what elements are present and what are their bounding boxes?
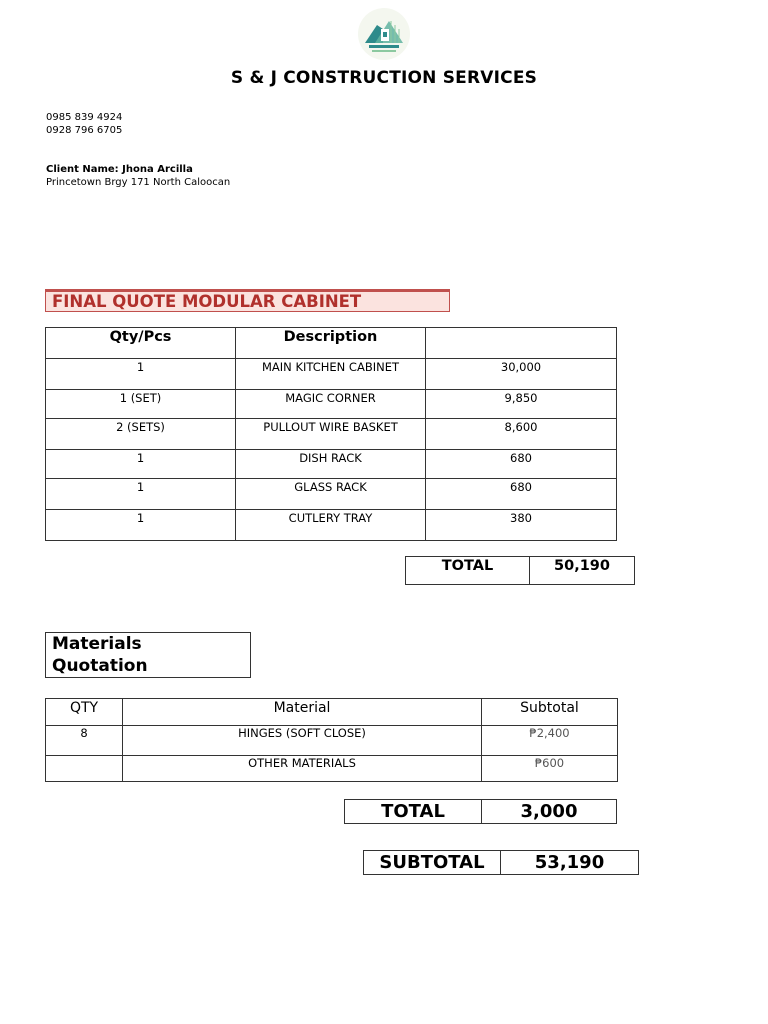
- materials-heading-line2: Quotation: [52, 656, 148, 676]
- table-row: [46, 419, 617, 450]
- quote-table-header: [46, 328, 617, 359]
- phone-number-1: 0985 839 4924: [46, 112, 123, 123]
- row-description: GLASS RACK: [236, 479, 426, 510]
- row-qty: 8: [46, 726, 123, 756]
- row-description: DISH RACK: [236, 450, 426, 479]
- row-description: MAGIC CORNER: [236, 390, 426, 419]
- table-row: [46, 756, 618, 782]
- row-amount: 380: [426, 510, 617, 541]
- materials-heading-line1: Materials: [52, 634, 142, 654]
- materials-total-value: 3,000: [482, 800, 617, 824]
- row-qty: 1: [46, 359, 236, 390]
- grand-subtotal-box: [363, 850, 639, 875]
- row-amount: 30,000: [426, 359, 617, 390]
- column-header-description: Description: [236, 328, 426, 359]
- table-row: [46, 359, 617, 390]
- table-row: [46, 479, 617, 510]
- table-row: [46, 450, 617, 479]
- row-qty: 1: [46, 450, 236, 479]
- subtotal-value: 53,190: [501, 851, 639, 875]
- client-name: Client Name: Jhona Arcilla: [46, 164, 193, 175]
- quote-total-label: TOTAL: [406, 557, 530, 585]
- materials-heading: [45, 632, 251, 678]
- row-material: OTHER MATERIALS: [123, 756, 482, 782]
- row-description: CUTLERY TRAY: [236, 510, 426, 541]
- quote-heading: FINAL QUOTE MODULAR CABINET: [45, 289, 450, 312]
- row-amount: 680: [426, 450, 617, 479]
- materials-total-box: [344, 799, 617, 824]
- table-row: [46, 510, 617, 541]
- materials-table-header: [46, 699, 618, 726]
- column-header-amount: [426, 328, 617, 359]
- row-qty: 1: [46, 510, 236, 541]
- row-amount: 9,850: [426, 390, 617, 419]
- column-header-qty: Qty/Pcs: [46, 328, 236, 359]
- column-header-subtotal: Subtotal: [482, 699, 618, 726]
- row-qty: [46, 756, 123, 782]
- subtotal-label: SUBTOTAL: [364, 851, 501, 875]
- quote-table: [45, 327, 617, 541]
- quote-total-value: 50,190: [530, 557, 635, 585]
- row-qty: 1 (SET): [46, 390, 236, 419]
- company-logo: [357, 7, 411, 61]
- materials-table: [45, 698, 618, 782]
- phone-number-2: 0928 796 6705: [46, 125, 123, 136]
- row-qty: 1: [46, 479, 236, 510]
- table-row: [46, 390, 617, 419]
- row-subtotal: ₱2,400: [482, 726, 618, 756]
- row-description: MAIN KITCHEN CABINET: [236, 359, 426, 390]
- row-amount: 8,600: [426, 419, 617, 450]
- row-qty: 2 (SETS): [46, 419, 236, 450]
- table-row: [46, 726, 618, 756]
- row-description: PULLOUT WIRE BASKET: [236, 419, 426, 450]
- company-name: S & J CONSTRUCTION SERVICES: [230, 68, 538, 88]
- row-material: HINGES (SOFT CLOSE): [123, 726, 482, 756]
- quote-total-box: [405, 556, 635, 585]
- row-amount: 680: [426, 479, 617, 510]
- column-header-qty: QTY: [46, 699, 123, 726]
- client-address: Princetown Brgy 171 North Caloocan: [46, 177, 231, 188]
- row-subtotal: ₱600: [482, 756, 618, 782]
- materials-total-label: TOTAL: [345, 800, 482, 824]
- column-header-material: Material: [123, 699, 482, 726]
